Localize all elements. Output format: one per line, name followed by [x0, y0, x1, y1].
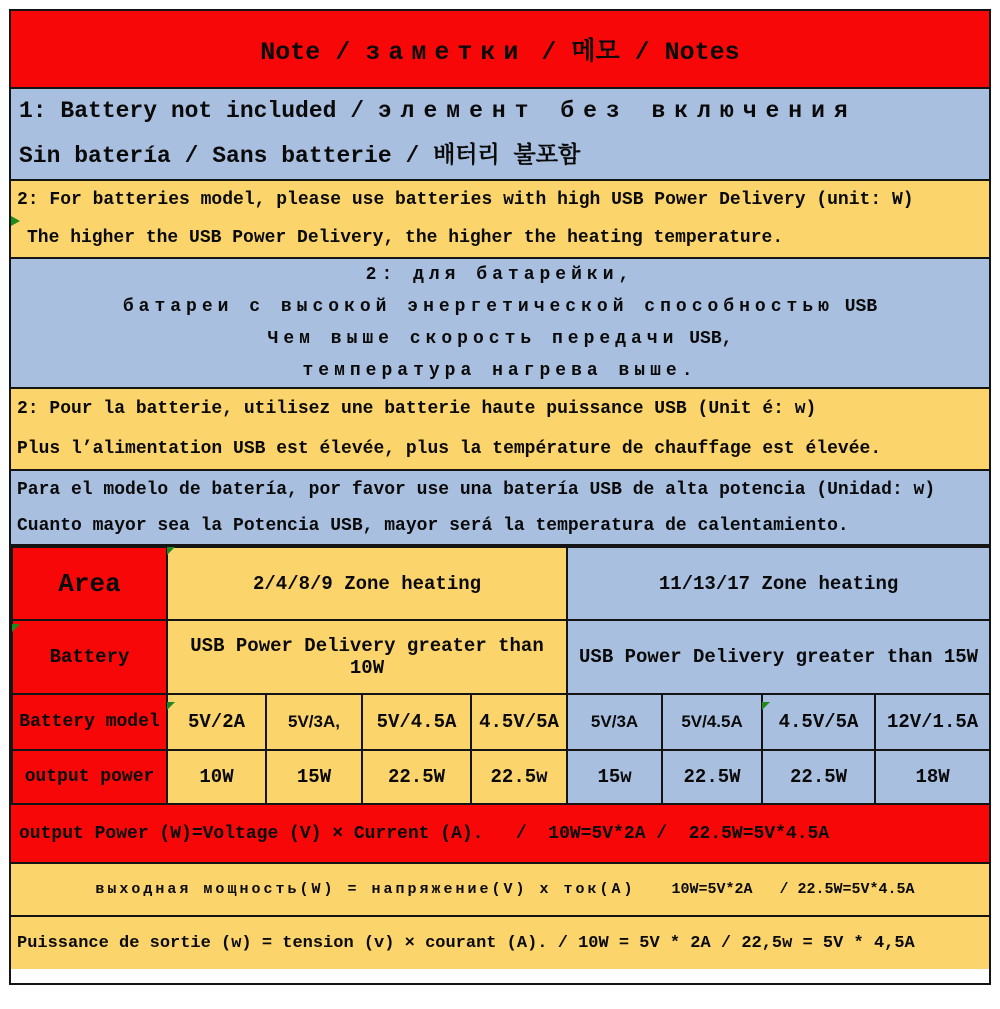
- note1-line2: Sin batería / Sans batterie / 배터리 불포함: [19, 143, 581, 169]
- formula-french: [11, 917, 989, 969]
- zone-cell-group2: 11/13/17 Zone heating: [567, 547, 990, 620]
- comment-marker-icon: [762, 702, 770, 710]
- power-cell: 22.5W: [362, 750, 471, 804]
- title-tail: / 메모 / Notes: [526, 38, 740, 67]
- note-russian: [11, 259, 989, 389]
- page-title: [260, 31, 739, 67]
- power-cell: 22.5W: [762, 750, 875, 804]
- note-fr-line2: Plus l’alimentation USB est élevée, plus la température de chauffage est élevée.: [17, 439, 882, 459]
- formula-en-text: output Power (W)=Voltage (V) × Current (A). / 10W=5V*2A / 22.5W=5V*4.5A: [19, 823, 830, 844]
- note-fr-line1: 2: Pour la batterie, utilisez une batterie haute puissance USB (Unit é: w): [17, 399, 817, 419]
- note-ru-line2: [123, 291, 877, 323]
- note-sheet: [9, 9, 991, 985]
- model-cell: 5V/4.5A: [362, 694, 471, 750]
- power-cell: 22.5w: [471, 750, 567, 804]
- note1-line1-ru: элемент без включения: [377, 98, 857, 124]
- table-row-battery: [12, 620, 990, 694]
- note-ru-line3: [268, 323, 733, 355]
- power-cell: 15W: [266, 750, 362, 804]
- model-cell: 5V/2A: [167, 694, 266, 750]
- note-es-line1: Para el modelo de batería, por favor use una batería USB de alta potencia (Unidad: w): [17, 479, 936, 500]
- power-cell: 18W: [875, 750, 990, 804]
- formula-english: [11, 805, 989, 864]
- formula-ru-values: 10W=5V*2A / 22.5W=5V*4.5A: [635, 881, 915, 898]
- formula-fr-text: Puissance de sortie (w) = tension (v) × courant (A). / 10W = 5V * 2A / 22,5w = 5V * 4,5A: [17, 933, 915, 953]
- power-cell: 10W: [167, 750, 266, 804]
- note-ru-line4: температура нагрева выше.: [302, 361, 698, 381]
- comment-marker-icon: [167, 702, 175, 710]
- header-band: [11, 11, 989, 89]
- note-ru-line2-main: батареи с высокой энергетической способностью: [122, 297, 834, 317]
- zone-cell-group1: 2/4/8/9 Zone heating: [167, 547, 567, 620]
- output-power-row-label: output power: [12, 750, 167, 804]
- formula-russian: [11, 864, 989, 917]
- formula-ru-text: выходная мощность(W) = напряжение(V) x ток(A): [95, 881, 636, 898]
- spec-table: [11, 546, 991, 805]
- note1-line1: [19, 89, 989, 134]
- power-cell: 15w: [567, 750, 662, 804]
- power-cell: 22.5W: [662, 750, 762, 804]
- note-ru-line1: 2: для батарейки,: [365, 265, 635, 285]
- note-ru-line2-usb: USB: [833, 297, 878, 317]
- title-en: Note /: [260, 38, 366, 67]
- battery-row-label: Battery: [12, 620, 167, 694]
- note-spanish: [11, 471, 989, 546]
- note-en-line1: 2: For batteries model, please use batteries with high USB Power Delivery (unit: W): [17, 190, 914, 210]
- note-ru-line3-main: Чем выше скорость передачи: [267, 329, 679, 349]
- note-english: [11, 181, 989, 259]
- battery-req-group2: USB Power Delivery greater than 15W: [567, 620, 990, 694]
- model-cell: 12V/1.5A: [875, 694, 990, 750]
- note1-line1-en: 1: Battery not included /: [19, 98, 378, 124]
- model-cell: 4.5V/5A: [471, 694, 567, 750]
- note-french: [11, 389, 989, 471]
- battery-req-group1: USB Power Delivery greater than 10W: [167, 620, 567, 694]
- comment-marker-icon: [12, 624, 20, 632]
- comment-marker-icon: [11, 216, 20, 226]
- model-cell: 5V/3A: [567, 694, 662, 750]
- table-row-output-power: [12, 750, 990, 804]
- note-es-line2: Cuanto mayor sea la Potencia USB, mayor será la temperatura de calentamiento.: [17, 515, 849, 536]
- model-cell: 4.5V/5A: [762, 694, 875, 750]
- title-ru: заметки: [365, 38, 527, 67]
- comment-marker-icon: [167, 547, 175, 555]
- table-row-battery-model: [12, 694, 990, 750]
- battery-model-row-label: Battery model: [12, 694, 167, 750]
- area-row-label: Area: [12, 547, 167, 620]
- model-cell: 5V/4.5A: [662, 694, 762, 750]
- table-row-area: [12, 547, 990, 620]
- note-en-line2: The higher the USB Power Delivery, the higher the heating temperature.: [27, 228, 784, 248]
- model-cell: 5V/3A,: [266, 694, 362, 750]
- note-ru-line3-usb: USB,: [678, 329, 733, 349]
- note-battery-not-included: [11, 89, 989, 181]
